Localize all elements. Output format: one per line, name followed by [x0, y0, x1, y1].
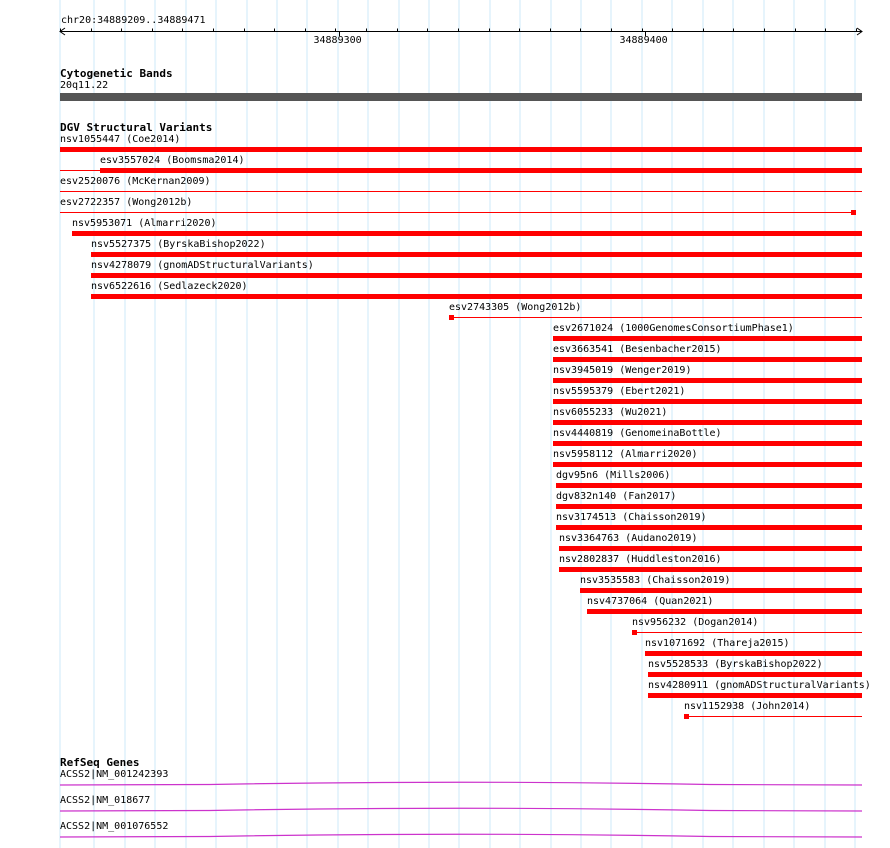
sv-feature-bar[interactable]	[60, 147, 862, 152]
sv-feature-bar[interactable]	[553, 336, 862, 341]
gene-label[interactable]: ACSS2|NM_001242393	[60, 769, 169, 780]
sv-feature-start-cap[interactable]	[632, 630, 637, 635]
sv-feature-bar[interactable]	[556, 525, 862, 530]
sv-label[interactable]: esv2520076 (McKernan2009)	[60, 176, 211, 187]
gene-intron-path	[60, 782, 862, 785]
sv-feature-start-cap[interactable]	[684, 714, 689, 719]
sv-label[interactable]: nsv4737064 (Quan2021)	[587, 596, 714, 607]
sv-label[interactable]: nsv3174513 (Chaisson2019)	[556, 512, 707, 523]
sv-feature-bar[interactable]	[559, 567, 862, 572]
sv-label[interactable]: nsv4440819 (GenomeinaBottle)	[553, 428, 722, 439]
region-coordinates: chr20:34889209..34889471	[61, 15, 206, 26]
sv-label[interactable]: nsv4278079 (gnomADStructuralVariants)	[91, 260, 314, 271]
gene-label[interactable]: ACSS2|NM_018677	[60, 795, 151, 806]
gene-intron-line[interactable]	[60, 832, 862, 840]
sv-label[interactable]: nsv3535583 (Chaisson2019)	[580, 575, 731, 586]
gene-intron-path	[60, 808, 862, 811]
sv-feature-bar[interactable]	[645, 651, 862, 656]
sv-label[interactable]: nsv3364763 (Audano2019)	[559, 533, 698, 544]
sv-feature-bar[interactable]	[553, 357, 862, 362]
gene-intron-line[interactable]	[60, 806, 862, 814]
cytoband-track-title[interactable]: Cytogenetic Bands	[60, 67, 173, 80]
sv-feature-bar[interactable]	[72, 231, 862, 236]
sv-label[interactable]: nsv956232 (Dogan2014)	[632, 617, 759, 628]
gene-label[interactable]: ACSS2|NM_001076552	[60, 821, 169, 832]
sv-label[interactable]: nsv5953071 (Almarri2020)	[72, 218, 217, 229]
ruler-tick-label: 34889300	[313, 35, 362, 46]
sv-feature-line[interactable]	[684, 716, 862, 717]
sv-label[interactable]: esv2722357 (Wong2012b)	[60, 197, 193, 208]
sv-feature-line[interactable]	[60, 212, 856, 213]
sv-label[interactable]: nsv4280911 (gnomADStructuralVariants)	[648, 680, 871, 691]
sv-feature-bar[interactable]	[559, 546, 862, 551]
sv-feature-bar[interactable]	[553, 399, 862, 404]
sv-label[interactable]: nsv5958112 (Almarri2020)	[553, 449, 698, 460]
sv-feature-line[interactable]	[632, 632, 862, 633]
sv-feature-bar[interactable]	[553, 441, 862, 446]
dgv-track-title[interactable]: DGV Structural Variants	[60, 121, 213, 134]
sv-label[interactable]: nsv1055447 (Coe2014)	[60, 134, 181, 145]
sv-feature-bar[interactable]	[91, 252, 862, 257]
sv-label[interactable]: nsv3945019 (Wenger2019)	[553, 365, 692, 376]
sv-feature-bar[interactable]	[553, 420, 862, 425]
sv-feature-bar[interactable]	[580, 588, 862, 593]
sv-feature-bar[interactable]	[556, 483, 862, 488]
sv-feature-bar[interactable]	[553, 462, 862, 467]
sv-feature-end-cap[interactable]	[851, 210, 856, 215]
sv-feature-extension-line[interactable]	[60, 170, 100, 171]
sv-label[interactable]: nsv2802837 (Huddleston2016)	[559, 554, 722, 565]
sv-feature-bar[interactable]	[91, 273, 862, 278]
sv-label[interactable]: dgv832n140 (Fan2017)	[556, 491, 677, 502]
ruler-tick-label: 34889400	[619, 35, 668, 46]
sv-label[interactable]: nsv1152938 (John2014)	[684, 701, 811, 712]
sv-feature-bar[interactable]	[553, 378, 862, 383]
sv-label[interactable]: nsv1071692 (Thareja2015)	[645, 638, 790, 649]
sv-feature-bar[interactable]	[91, 294, 862, 299]
sv-label[interactable]: esv2743305 (Wong2012b)	[449, 302, 582, 313]
sv-feature-bar[interactable]	[556, 504, 862, 509]
sv-feature-bar[interactable]	[100, 168, 862, 173]
gene-intron-line[interactable]	[60, 780, 862, 788]
sv-feature-start-cap[interactable]	[449, 315, 454, 320]
sv-label[interactable]: esv3663541 (Besenbacher2015)	[553, 344, 722, 355]
sv-label[interactable]: nsv5595379 (Ebert2021)	[553, 386, 686, 397]
sv-label[interactable]: esv3557024 (Boomsma2014)	[100, 155, 245, 166]
sv-feature-line[interactable]	[449, 317, 862, 318]
sv-label[interactable]: nsv6055233 (Wu2021)	[553, 407, 668, 418]
cytoband-label: 20q11.22	[60, 80, 109, 91]
sv-feature-bar[interactable]	[587, 609, 862, 614]
refseq-track-title[interactable]: RefSeq Genes	[60, 756, 140, 769]
sv-feature-bar[interactable]	[648, 693, 862, 698]
coordinate-ruler[interactable]	[0, 0, 890, 50]
sv-label[interactable]: nsv6522616 (Sedlazeck2020)	[91, 281, 248, 292]
sv-feature-bar[interactable]	[648, 672, 862, 677]
sv-label[interactable]: nsv5528533 (ByrskaBishop2022)	[648, 659, 823, 670]
gene-intron-path	[60, 834, 862, 837]
cytoband-bar[interactable]	[60, 93, 862, 101]
sv-label[interactable]: nsv5527375 (ByrskaBishop2022)	[91, 239, 266, 250]
sv-feature-line[interactable]	[60, 191, 862, 192]
sv-label[interactable]: dgv95n6 (Mills2006)	[556, 470, 671, 481]
sv-label[interactable]: esv2671024 (1000GenomesConsortiumPhase1)	[553, 323, 794, 334]
